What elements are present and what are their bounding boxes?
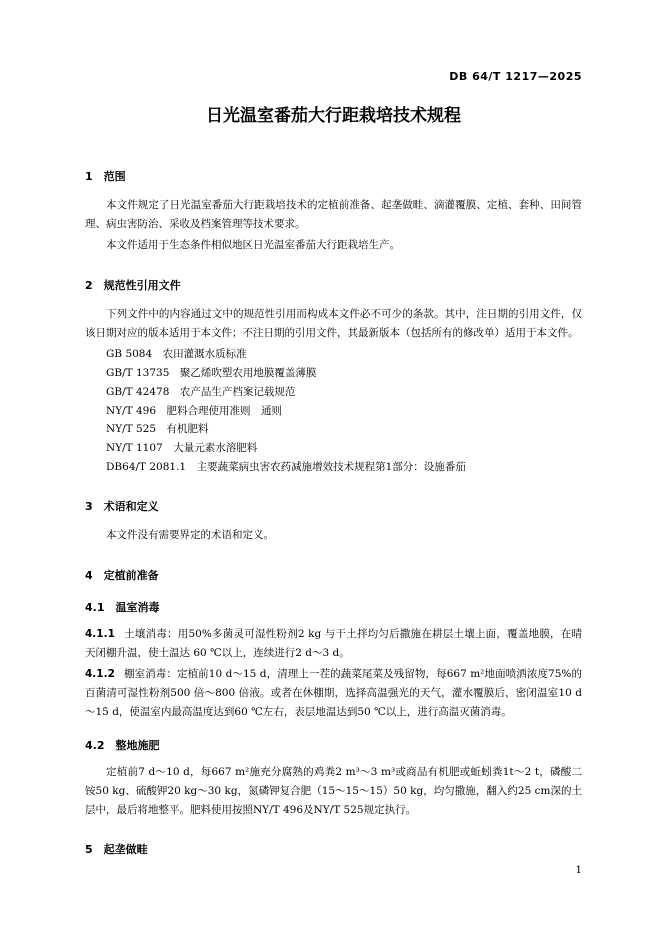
clause-4-1-2-number: 4.1.2 [85,668,115,681]
normative-refs-intro: 下列文件中的内容通过文中的规范性引用而构成本文件必不可少的条款。其中，注日期的引用文件，仅该日期对应的版本适用于本文件；不注日期的引用文件，其最新版本（包括所有的修改单）适用于本文件。 [85,308,582,339]
reference-item: NY/T 1107 大量元素水溶肥料 [106,441,258,454]
doc-title: 日光温室番茄大行距栽培技术规程 [206,106,461,126]
doc-number: DB 64/T 1217—2025 [449,70,582,83]
clause-4-1-1-number: 4.1.1 [85,627,115,640]
reference-item: DB64/T 2081.1 主要蔬菜病虫害农药减施增效技术规程第1部分：设施番茄 [106,460,466,473]
section-terms-heading: 3 术语和定义 [85,500,159,514]
reference-item: NY/T 496 肥料合理使用准则 通则 [106,404,283,417]
section-pre-planting-heading: 4 定植前准备 [85,568,159,582]
page-number: 1 [575,864,582,876]
clause-4-1-2-text: 棚室消毒：定植前10 d～15 d，清理上一茬的蔬菜尾菜及残留物，每667 m²地面喷洒浓度75%的百菌清可湿性粉剂500 倍～800 倍液。或者在休棚期，选择高温强光的天气，灌水覆膜后，密闭温室10 d～15 d，使温室内最高温度达到60 ℃左右，表层地温达到50 ℃以上，进行高温灭菌消毒。 [85,668,582,718]
scope-paragraph-2: 本文件适用于生态条件相似地区日光温室番茄大行距栽培生产。 [106,239,400,252]
reference-item: GB 5084 农田灌溉水质标准 [106,348,247,361]
clause-4-1-1 [85,625,582,662]
terms-paragraph-1: 本文件没有需要界定的术语和定义。 [106,529,274,542]
reference-item: GB/T 13735 聚乙烯吹塑农用地膜覆盖薄膜 [106,367,317,380]
reference-list [85,345,582,476]
subsection-4-2-heading: 4.2 整地施肥 [85,739,160,753]
subsection-4-1-heading: 4.1 温室消毒 [85,600,160,614]
section-normative-refs-heading: 2 规范性引用文件 [85,279,181,293]
clause-4-1-2 [85,665,582,721]
section-scope-heading: 1 范围 [85,170,126,183]
subsection-4-2-paragraph: 定植前7 d～10 d，每667 m²施充分腐熟的鸡粪2 m³～3 m³或商品有机肥或蚯蚓粪1t～2 t，磷酸二铵50 kg、硫酸钾20 kg～30 kg，氮磷钾复合肥（15～15～15）50 kg，均匀撒施，翻入约25 cm深的土层中，最后将地整平。肥料使用按照NY/T 496及NY/T 525规定执行。 [85,766,582,816]
section-ridging-heading: 5 起垄做畦 [85,843,148,857]
clause-4-1-1-text: 土壤消毒：用50%多菌灵可湿性粉剂2 kg 与干土拌均匀后撒施在耕层土壤上面，覆盖地膜，在晴天闭棚升温，使土温达 60 ℃以上，连续进行2 d～3 d。 [85,627,582,659]
reference-item: NY/T 525 有机肥料 [106,423,209,436]
scope-paragraph-1: 本文件规定了日光温室番茄大行距栽培技术的定植前准备、起垄做畦、滴灌覆膜、定植、套种、田间管理、病虫害防治、采收及档案管理等技术要求。 [85,199,582,230]
reference-item: GB/T 42478 农产品生产档案记载规范 [106,385,296,398]
